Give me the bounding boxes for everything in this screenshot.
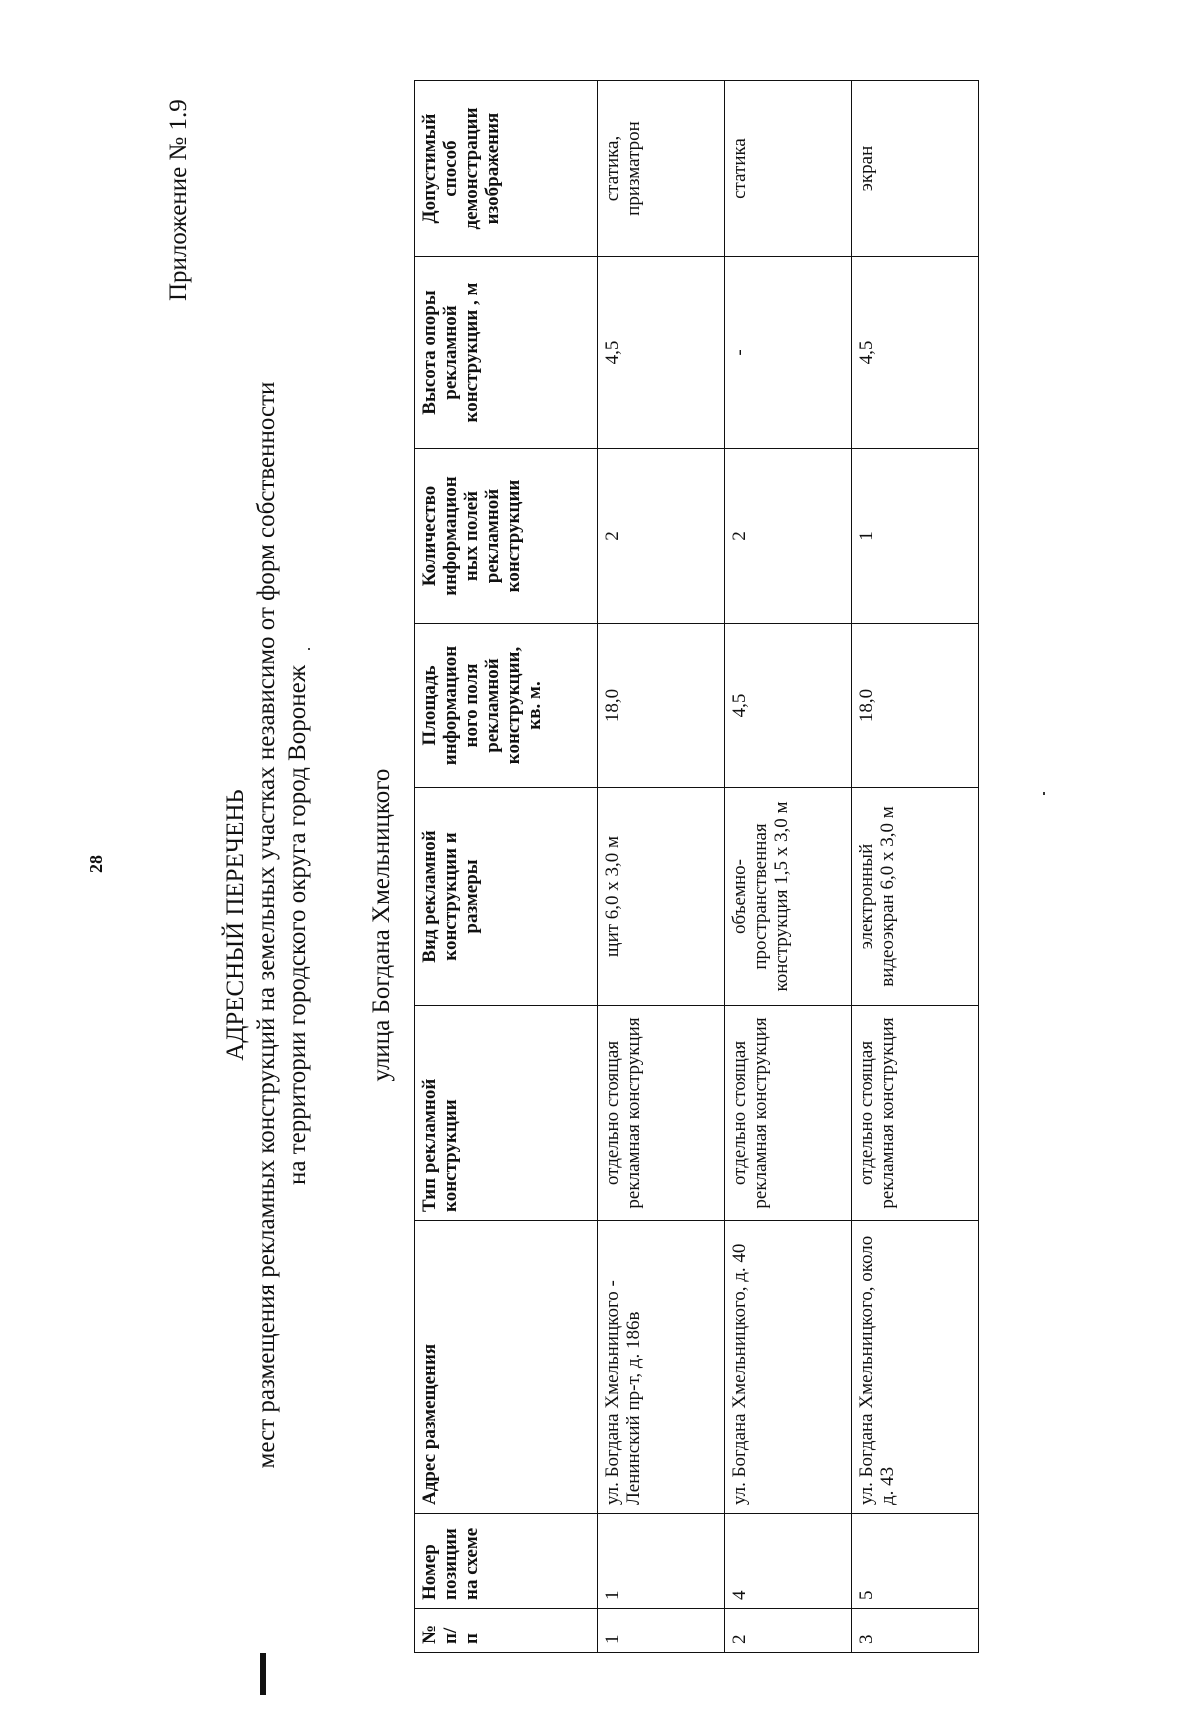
- header-area: Площадь информацион ного поля рекламной конструкции, кв. м.: [415, 624, 598, 788]
- cell-address: ул. Богдана Хмельницкого - Ленинский пр-т, д. 186в: [598, 1221, 725, 1514]
- cell-method: экран: [852, 81, 979, 257]
- address-list-table: [414, 80, 979, 1653]
- header-num: № п/п: [415, 1609, 598, 1653]
- table-row: [725, 81, 852, 1653]
- table-row: [852, 81, 979, 1653]
- title-line-2: мест размещения рекламных конструкций на земельных участках независимо от форм собственности: [253, 381, 280, 1469]
- cell-num: 3: [852, 1609, 979, 1653]
- cell-position: 4: [725, 1514, 852, 1609]
- cell-num: 1: [598, 1609, 725, 1653]
- cell-kind: электронный видеоэкран 6,0 х 3,0 м: [852, 788, 979, 1006]
- cell-type: отдельно стоящая рекламная конструкция: [852, 1006, 979, 1221]
- cell-type: отдельно стоящая рекламная конструкция: [725, 1006, 852, 1221]
- cell-height: 4,5: [852, 257, 979, 449]
- appendix-label: Приложение № 1.9: [165, 99, 192, 301]
- cell-position: 5: [852, 1514, 979, 1609]
- title-line-3: на территории городского округа город Воронеж: [284, 665, 311, 1185]
- document-title: [220, 375, 313, 1475]
- cell-type: отдельно стоящая рекламная конструкция: [598, 1006, 725, 1221]
- cell-area: 18,0: [852, 624, 979, 788]
- cell-fields: 2: [725, 449, 852, 624]
- header-type: Тип рекламной конструкции: [415, 1006, 598, 1221]
- cell-address: ул. Богдана Хмельницкого, д. 40: [725, 1221, 852, 1514]
- header-method: Допустимый способ демонстрации изображения: [415, 81, 598, 257]
- scan-artifact: [260, 1653, 266, 1695]
- header-position: Номер позиции на схеме: [415, 1514, 598, 1609]
- cell-address: ул. Богдана Хмельницкого, около д. 43: [852, 1221, 979, 1514]
- cell-area: 18,0: [598, 624, 725, 788]
- header-height: Высота опоры рекламной конструкции , м: [415, 257, 598, 449]
- cell-area: 4,5: [725, 624, 852, 788]
- cell-kind: объемно-пространственная конструкция 1,5 х 3,0 м: [725, 788, 852, 1006]
- page-number: 28: [86, 855, 106, 873]
- header-address: Адрес размещения: [415, 1221, 598, 1514]
- cell-kind: щит 6,0 х 3,0 м: [598, 788, 725, 1006]
- cell-position: 1: [598, 1514, 725, 1609]
- cell-height: 4,5: [598, 257, 725, 449]
- scan-speck: [1043, 792, 1045, 795]
- header-kind: Вид рекламной конструкции и размеры: [415, 788, 598, 1006]
- header-fields: Количество информацион ных полей рекламной конструкции: [415, 449, 598, 624]
- cell-num: 2: [725, 1609, 852, 1653]
- cell-fields: 1: [852, 449, 979, 624]
- cell-height: -: [725, 257, 852, 449]
- table-row: [598, 81, 725, 1653]
- title-heading: АДРЕСНЫЙ ПЕРЕЧЕНЬ: [222, 789, 249, 1061]
- cell-fields: 2: [598, 449, 725, 624]
- table-header-row: [415, 81, 598, 1653]
- cell-method: статика, призматрон: [598, 81, 725, 257]
- cell-method: статика: [725, 81, 852, 257]
- street-subtitle: улица Богдана Хмельницкого: [368, 768, 395, 1082]
